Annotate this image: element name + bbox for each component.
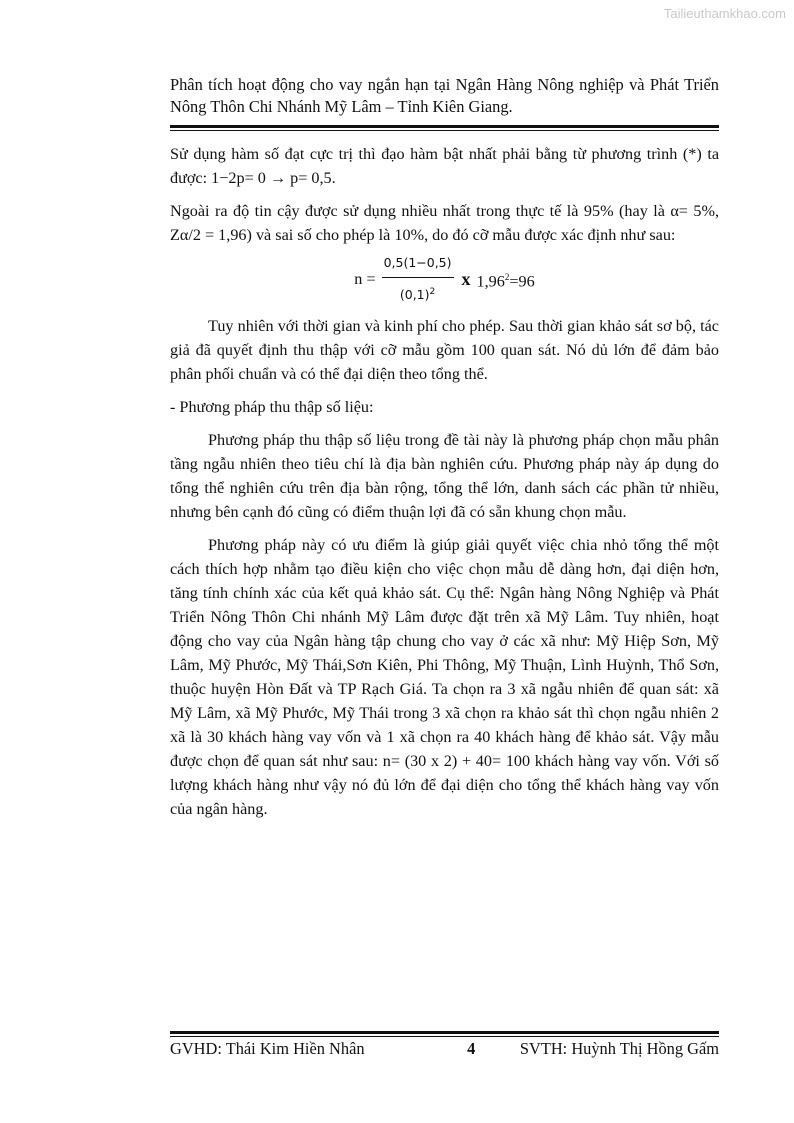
formula-fraction	[382, 251, 454, 307]
document-body	[170, 142, 719, 830]
page-footer	[170, 1039, 719, 1059]
header-divider-thin	[170, 130, 719, 131]
formula-lhs: n =	[354, 270, 376, 288]
formula-numerator: 0,5(1−0,5)	[382, 251, 454, 278]
paragraph-sample-decision: Tuy nhiên với thời gian và kinh phí cho phép. Sau thời gian khảo sát sơ bộ, tác giả đã quyết định thu thập với cỡ mẫu gồm 100 quan sát. Nó dủ lớn để đảm bảo phân phối chuẩn và có thể đại diện theo tổng thể.	[170, 317, 719, 383]
section-heading-data-collection: - Phương pháp thu thập số liệu:	[170, 398, 374, 416]
watermark: Tailieuthamkhao.com	[663, 6, 786, 21]
footer-student: SVTH: Huỳnh Thị Hồng Gấm	[519, 1039, 719, 1058]
header-divider	[170, 125, 719, 128]
page-number: 4	[467, 1039, 476, 1058]
formula-factor: $1,96^2=96$	[476, 271, 535, 291]
formula-denominator: $(0,1)^2$	[399, 286, 436, 303]
paragraph-method-advantages: Phương pháp này có ưu điểm là giúp giải quyết việc chia nhỏ tổng thể một cách thích hợp nhằm tạo điều kiện cho việc chọn mẫu dễ dàng hơn, đại diện hơn, tăng tính chính xác của kết quả khảo sát. Cụ thể: Ngân hàng Nông Nghiệp và Phát Triển Nông Thôn Chi nhánh Mỹ Lâm được đặt trên xã Mỹ Lâm. Tuy nhiên, hoạt động cho vay của Ngân hàng tập chung cho vay ở các xã như: Mỹ Hiệp Sơn, Mỹ Lâm, Mỹ Phước, Mỹ Thái,Sơn Kiên, Phi Thông, Mỹ Thuận, Lình Huỳnh, Thổ Sơn, thuộc huyện Hòn Đất và TP Rạch Giá. Ta chọn ra 3 xã ngẫu nhiên để quan sát: xã Mỹ Lâm, xã Mỹ Phước, Mỹ Thái trong 3 xã chọn ra khảo sát thì chọn ngẫu nhiên 2 xã là 30 khách hàng vay vốn và 1 xã chọn ra 40 khách hàng để khảo sát. Vậy mẫu được chọn để quan sát như sau: n= (30 x 2) + 40= 100 khách hàng vay vốn. Với số lượng khách hàng như vậy nó đủ lớn để đại diện cho tổng thể khách hàng vay vốn của ngân hàng.	[170, 536, 719, 818]
footer-divider	[170, 1031, 719, 1034]
paragraph-derivative: Sử dụng hàm số đạt cực trị thì đạo hàm bật nhất phải bằng từ phương trình (*) ta được: 1−2p= 0 → p= 0,5.	[170, 145, 719, 187]
footer-divider-thin	[170, 1036, 719, 1037]
page-header-title: Phân tích hoạt động cho vay ngắn hạn tại Ngân Hàng Nông nghiệp và Phát Triển Nông Thôn Chi Nhánh Mỹ Lâm – Tỉnh Kiên Giang.	[170, 75, 719, 116]
paragraph-confidence: Ngoài ra độ tin cậy được sử dụng nhiều nhất trong thực tế là 95% (hay là α= 5%, Zα/2 = 1,96) và sai số cho phép là 10%, do đó cỡ mẫu được xác định như sau:	[170, 202, 719, 244]
formula-times: x	[461, 269, 471, 289]
sample-size-formula	[170, 256, 719, 302]
footer-advisor: GVHD: Thái Kim Hiền Nhân	[170, 1039, 365, 1058]
paragraph-stratified-sampling: Phương pháp thu thập số liệu trong đề tài này là phương pháp chọn mẫu phân tầng ngẫu nhiên theo tiêu chí là địa bàn nghiên cứu. Phương pháp này áp dụng do tổng thể nghiên cứu trên địa bàn rộng, tổng thể lớn, danh sách các phần tử nhiều, nhưng bên cạnh đó cũng có điểm thuận lợi đã có sẵn khung chọn mẫu.	[170, 431, 719, 521]
